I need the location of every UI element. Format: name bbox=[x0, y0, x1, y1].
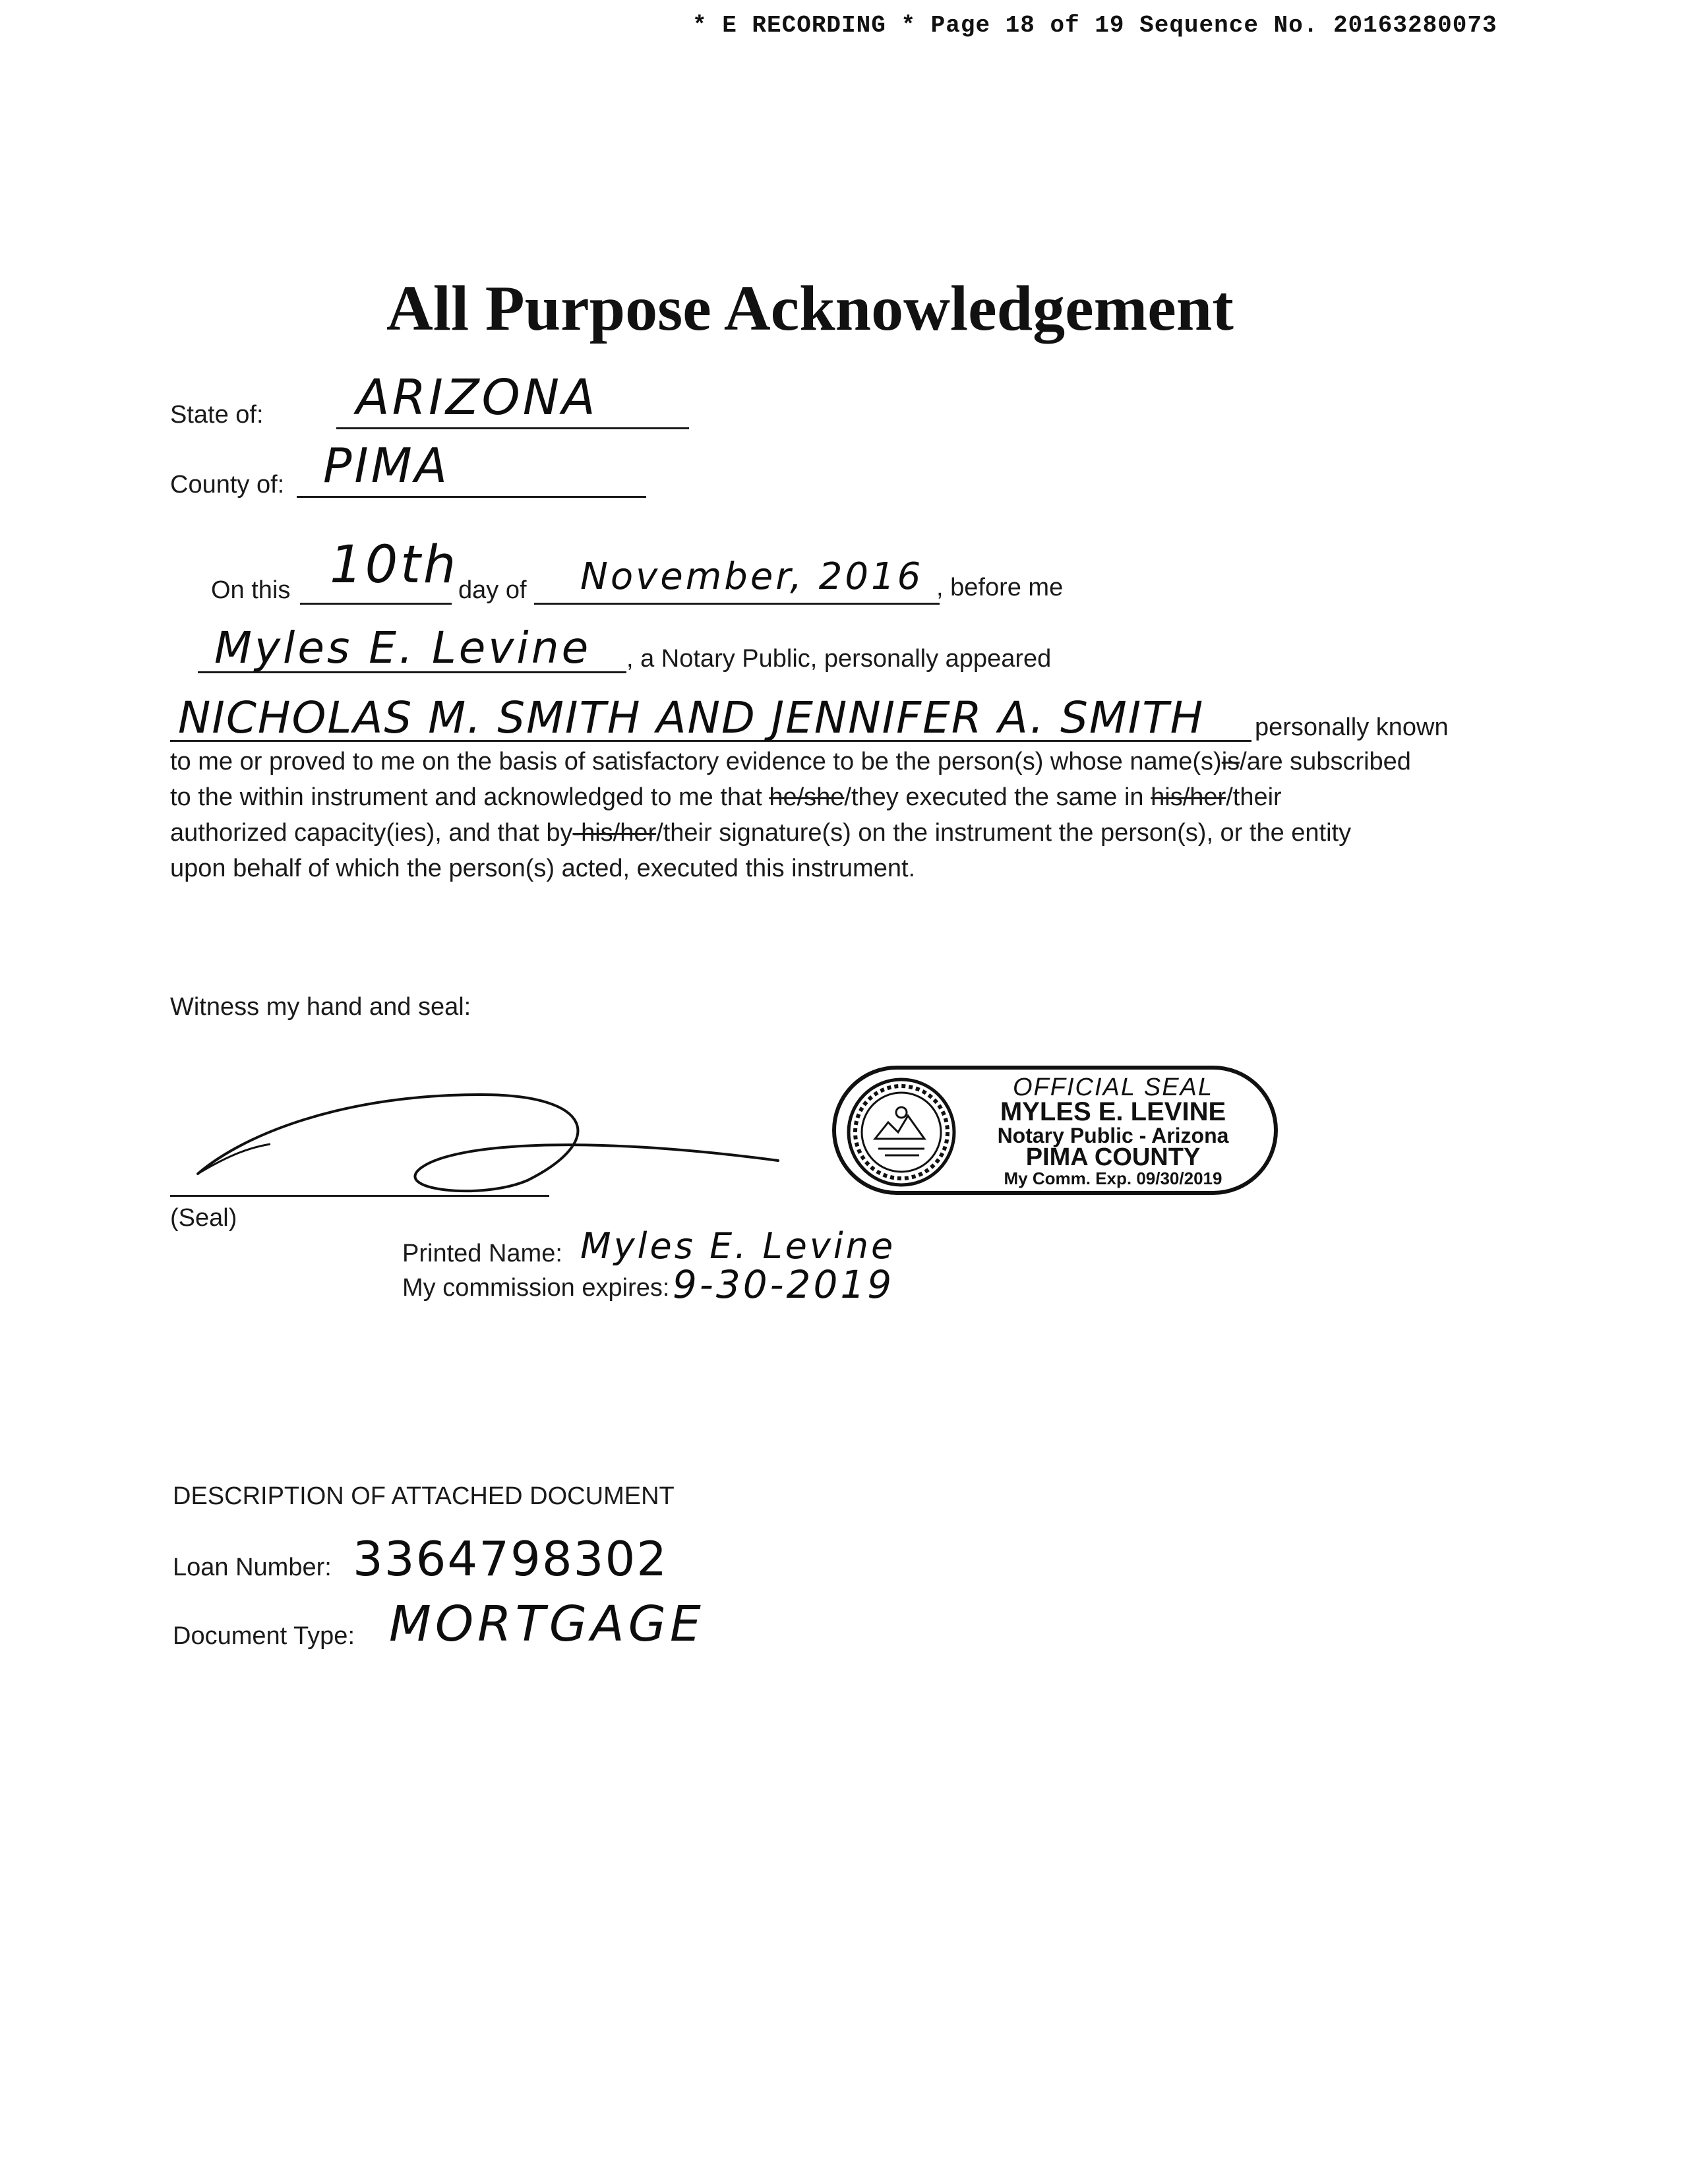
commission-label: My commission expires: bbox=[402, 1274, 670, 1302]
description-heading: DESCRIPTION OF ATTACHED DOCUMENT bbox=[173, 1482, 675, 1510]
state-seal-icon bbox=[845, 1076, 957, 1188]
seal-line-4: PIMA COUNTY bbox=[1025, 1143, 1201, 1171]
body-line-2a: to the within instrument and acknowledged to me that bbox=[170, 783, 769, 811]
body-line-2b: /they executed the same in bbox=[844, 783, 1151, 811]
state-value: ARIZONA bbox=[356, 369, 598, 426]
document-title: All Purpose Acknowledgement bbox=[386, 273, 1234, 344]
body-line-3 bbox=[170, 819, 1351, 847]
notary-signature bbox=[171, 1081, 804, 1200]
body-line-3a: authorized capacity(ies), and that by bbox=[170, 819, 573, 847]
official-seal-stamp bbox=[832, 1066, 1278, 1195]
month-underline bbox=[534, 603, 940, 605]
recording-header: * E RECORDING * Page 18 of 19 Sequence No. 20163280073 bbox=[692, 12, 1497, 39]
body-line-1 bbox=[170, 748, 1411, 776]
printed-name-value: Myles E. Levine bbox=[580, 1225, 896, 1267]
day-underline bbox=[300, 603, 452, 605]
body-line-2-strike-1: he/she bbox=[769, 783, 845, 811]
body-line-2-strike-2: his/her bbox=[1151, 783, 1226, 811]
county-underline bbox=[297, 496, 646, 498]
seal-label: (Seal) bbox=[170, 1204, 237, 1232]
document-type-label: Document Type: bbox=[173, 1622, 355, 1650]
seal-line-2: MYLES E. LEVINE bbox=[1000, 1097, 1226, 1126]
county-value: PIMA bbox=[323, 438, 450, 493]
body-line-1-text: to me or proved to me on the basis of satisfactory evidence to be the person(s) whose name(s) bbox=[170, 748, 1222, 775]
seal-line-5: My Comm. Exp. 09/30/2019 bbox=[1004, 1168, 1222, 1188]
body-line-4: upon behalf of which the person(s) acted, executed this instrument. bbox=[170, 855, 916, 882]
month-year-value: November, 2016 bbox=[580, 555, 924, 598]
commission-value: 9-30-2019 bbox=[673, 1262, 895, 1307]
body-line-2 bbox=[170, 783, 1282, 812]
notary-name-value: Myles E. Levine bbox=[214, 622, 591, 673]
loan-number-label: Loan Number: bbox=[173, 1554, 332, 1581]
printed-name-label: Printed Name: bbox=[402, 1240, 562, 1267]
appeared-names: NICHOLAS M. SMITH AND JENNIFER A. SMITH bbox=[178, 692, 1205, 743]
date-suffix: , before me bbox=[936, 574, 1064, 601]
body-line-3b: /their signature(s) on the instrument the person(s), or the entity bbox=[656, 819, 1352, 847]
loan-number-value: 3364798302 bbox=[353, 1531, 669, 1587]
state-underline bbox=[336, 427, 689, 429]
body-line-1-end: /are subscribed bbox=[1240, 748, 1411, 775]
notary-suffix: , a Notary Public, personally appeared bbox=[626, 645, 1052, 673]
witness-label: Witness my hand and seal: bbox=[170, 993, 471, 1021]
body-line-2c: /their bbox=[1226, 783, 1282, 811]
date-prefix: On this bbox=[211, 576, 291, 604]
seal-line-1: OFFICIAL SEAL bbox=[1012, 1074, 1214, 1101]
appeared-suffix: personally known bbox=[1255, 713, 1449, 741]
seal-line-3: Notary Public - Arizona bbox=[997, 1124, 1229, 1147]
document-type-value: MORTGAGE bbox=[389, 1596, 705, 1653]
body-line-1-strike: is bbox=[1221, 748, 1240, 775]
date-mid: day of bbox=[458, 576, 527, 604]
county-label: County of: bbox=[170, 471, 285, 499]
day-value: 10th bbox=[330, 535, 459, 595]
state-label: State of: bbox=[170, 401, 264, 429]
body-line-3-strike: -his/her bbox=[572, 819, 657, 847]
signature-underline bbox=[170, 1195, 549, 1197]
